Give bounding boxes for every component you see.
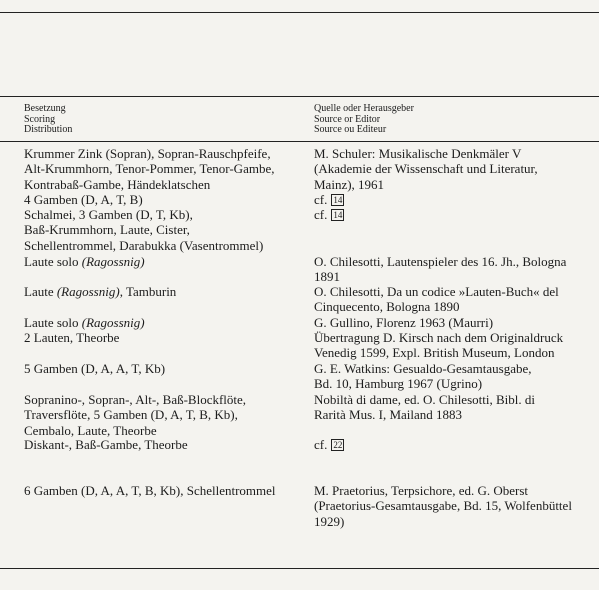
- header-bottom-rule: [0, 141, 599, 142]
- performer-name: (Ragossnig): [56, 284, 120, 299]
- text-span: Rarità Mus. I, Mailand 1883: [314, 407, 463, 423]
- text-span: Baß-Krummhorn, Laute, Cister,: [24, 222, 190, 238]
- performer-name: (Ragossnig): [81, 315, 145, 330]
- text-span: 4 Gamben (D, A, T, B): [24, 192, 143, 207]
- text-span: M. Praetorius, Terpsichore, ed. G. Oberst: [314, 483, 529, 498]
- cell-line: [24, 161, 309, 176]
- text-span: Laute solo: [24, 315, 82, 330]
- text-span: Cinquecento, Bologna 1890: [314, 299, 460, 315]
- text-span: Diskant-, Baß-Gambe, Theorbe: [24, 437, 188, 452]
- text-span: O. Chilesotti, Lautenspieler des 16. Jh., Bologna: [314, 254, 567, 269]
- text-span: Schalmei, 3 Gamben (D, T, Kb),: [24, 207, 193, 222]
- top-rule: [0, 12, 599, 13]
- cell-line: [314, 514, 589, 529]
- header-source: [314, 104, 414, 136]
- text-span: G. Gullino, Florenz 1963 (Maurri): [314, 315, 494, 330]
- scoring-cell: [24, 315, 309, 330]
- text-span: 5 Gamben (D, A, A, T, Kb): [24, 361, 166, 376]
- text-span: (Akademie der Wissenschaft und Literatur,: [314, 161, 538, 177]
- scoring-cell: [24, 483, 309, 498]
- text-span: Mainz), 1961: [314, 176, 385, 192]
- cell-line: [24, 483, 309, 498]
- text-span: Krummer Zink (Sopran), Sopran-Rauschpfeife,: [24, 146, 271, 161]
- text-span: Kontrabaß-Gambe, Händeklatschen: [24, 176, 211, 192]
- scoring-cell: [24, 284, 309, 299]
- text-span: 1929): [314, 513, 345, 529]
- cell-line: [24, 207, 309, 222]
- performer-name: (Ragossnig): [81, 254, 145, 269]
- header-source-de: Quelle oder Herausgeber: [314, 103, 414, 114]
- cell-line: [24, 407, 309, 422]
- text-span: Laute: [24, 284, 57, 299]
- source-cell: [314, 483, 589, 529]
- source-cell: [314, 437, 589, 452]
- text-span: 6 Gamben (D, A, A, T, B, Kb), Schellentrommel: [24, 483, 276, 498]
- source-cell: [314, 207, 589, 222]
- text-span: , Tamburin: [119, 284, 177, 299]
- cell-line: [24, 222, 309, 237]
- source-cell: [314, 146, 589, 192]
- cell-line: [24, 330, 309, 345]
- text-span: M. Schuler: Musikalische Denkmäler V: [314, 146, 522, 161]
- cell-line: [24, 284, 309, 299]
- text-span: cf.: [314, 437, 328, 452]
- text-span: Laute solo: [24, 254, 82, 269]
- text-span: Übertragung D. Kirsch nach dem Originaldruck: [314, 330, 564, 345]
- text-span: Schellentrommel, Darabukka (Vasentrommel): [24, 237, 264, 253]
- source-cell: [314, 192, 589, 207]
- scoring-cell: [24, 254, 309, 269]
- text-span: Alt-Krummhorn, Tenor-Pommer, Tenor-Gambe,: [24, 161, 275, 177]
- text-span: Nobiltà di dame, ed. O. Chilesotti, Bibl. di: [314, 392, 535, 407]
- cell-line: [314, 192, 589, 207]
- header-scoring-fr: Distribution: [24, 124, 73, 135]
- text-span: cf.: [314, 192, 328, 207]
- cell-line: [314, 330, 589, 345]
- source-cell: [314, 361, 589, 392]
- header-source-fr: Source ou Editeur: [314, 124, 387, 135]
- text-span: Traversflöte, 5 Gamben (D, A, T, B, Kb),: [24, 407, 238, 423]
- scoring-cell: [24, 330, 309, 345]
- scoring-cell: [24, 437, 309, 452]
- cell-line: [24, 238, 309, 253]
- scoring-cell: [24, 146, 309, 192]
- bottom-rule: [0, 568, 599, 569]
- cell-line: [24, 423, 309, 438]
- cell-line: [314, 161, 589, 176]
- cell-line: [314, 177, 589, 192]
- text-span: 2 Lauten, Theorbe: [24, 330, 120, 345]
- cell-line: [24, 361, 309, 376]
- reference-box: 14: [333, 210, 343, 220]
- text-span: Cembalo, Laute, Theorbe: [24, 422, 157, 438]
- cell-line: [314, 146, 589, 161]
- source-cell: [314, 330, 589, 361]
- cell-line: [24, 177, 309, 192]
- source-cell: [314, 315, 589, 330]
- scoring-cell: [24, 192, 309, 207]
- source-cell: [314, 392, 589, 423]
- text-span: G. E. Watkins: Gesualdo-Gesamtausgabe,: [314, 361, 532, 376]
- cell-line: [314, 407, 589, 422]
- scoring-cell: [24, 361, 309, 376]
- cell-line: [314, 269, 589, 284]
- scoring-cell: [24, 392, 309, 438]
- header-scoring-en: Scoring: [24, 113, 56, 125]
- cell-line: [314, 345, 589, 360]
- cell-line: [24, 315, 309, 330]
- source-cell: [314, 254, 589, 285]
- cell-line: [314, 284, 589, 299]
- header-rule: [0, 96, 599, 97]
- text-span: 1891: [314, 269, 340, 285]
- cell-line: [314, 315, 589, 330]
- text-span: O. Chilesotti, Da un codice »Lauten-Buch« del: [314, 284, 559, 299]
- cell-line: [314, 207, 589, 222]
- cell-line: [24, 392, 309, 407]
- cell-line: [314, 299, 589, 314]
- cell-line: [24, 254, 309, 269]
- scoring-cell: [24, 207, 309, 253]
- cell-line: [24, 437, 309, 452]
- cell-line: [314, 392, 589, 407]
- header-scoring: [24, 104, 72, 136]
- cell-line: [314, 254, 589, 269]
- reference-box: 22: [333, 440, 343, 450]
- cell-line: [24, 192, 309, 207]
- cell-line: [314, 483, 589, 498]
- text-span: Venedig 1599, Expl. British Museum, London: [314, 345, 555, 361]
- text-span: Bd. 10, Hamburg 1967 (Ugrino): [314, 376, 483, 392]
- source-cell: [314, 284, 589, 315]
- text-span: Sopranino-, Sopran-, Alt-, Baß-Blockflöte,: [24, 392, 247, 407]
- cell-line: [314, 498, 589, 513]
- cell-line: [24, 146, 309, 161]
- text-span: (Praetorius-Gesamtausgabe, Bd. 15, Wolfenbüttel: [314, 498, 572, 514]
- reference-box: 14: [333, 195, 343, 205]
- cell-line: [314, 376, 589, 391]
- text-span: cf.: [314, 207, 328, 222]
- cell-line: [314, 437, 589, 452]
- header-scoring-de: Besetzung: [24, 103, 66, 114]
- cell-line: [314, 361, 589, 376]
- header-source-en: Source or Editor: [314, 113, 381, 125]
